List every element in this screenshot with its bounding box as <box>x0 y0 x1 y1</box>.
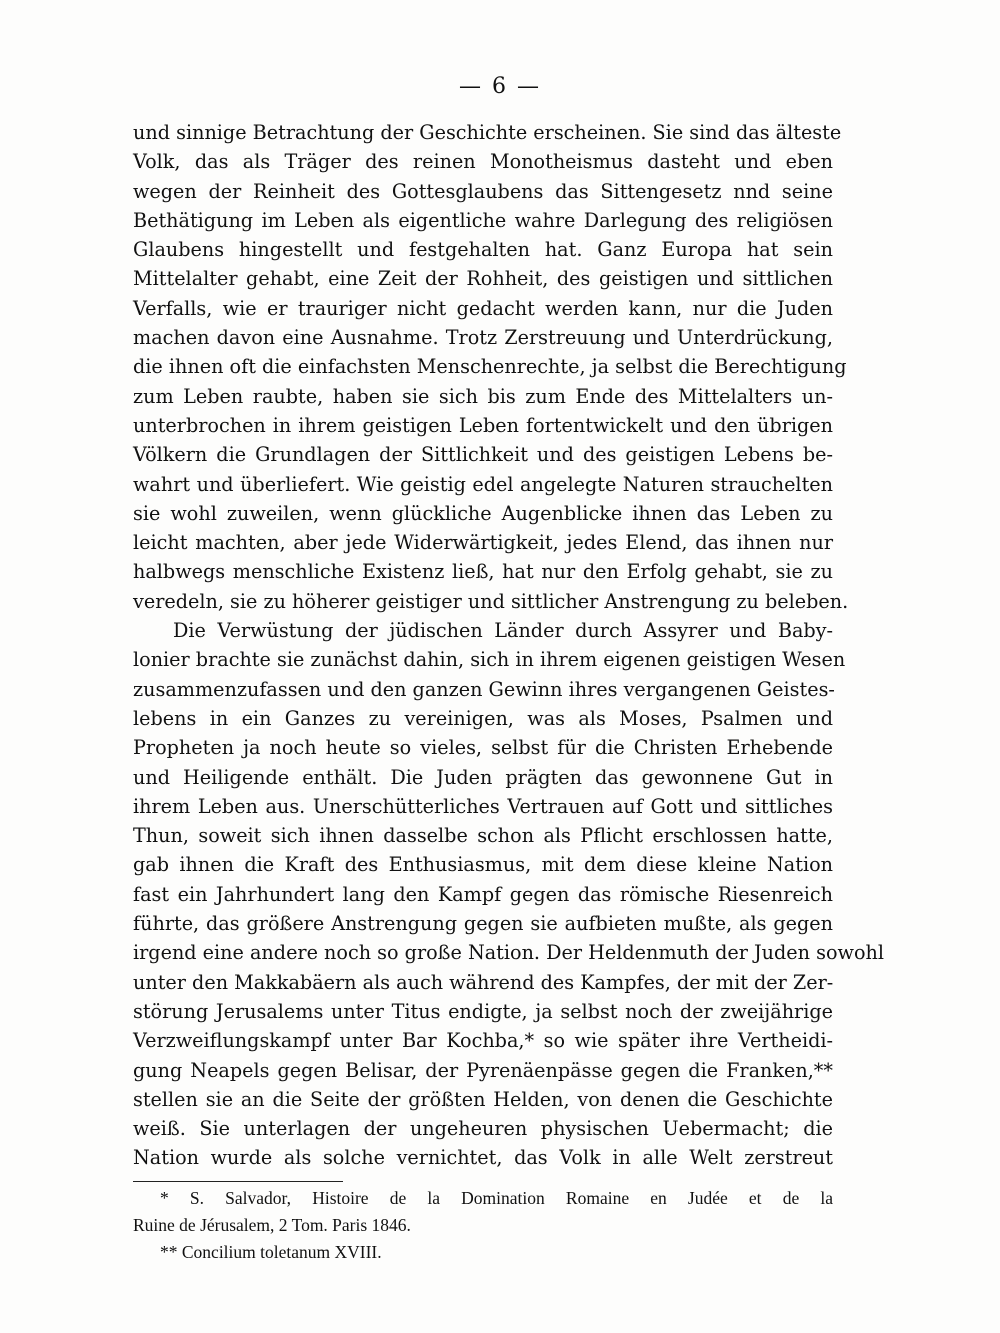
text-line: Glaubens hingestellt und festgehalten hat. Ganz Europa hat sein <box>133 238 833 262</box>
text-line: veredeln, sie zu höherer geistiger und sittlicher Anstrengung zu beleben. <box>133 589 849 613</box>
text-line: machen davon eine Ausnahme. Trotz Zerstreuung und Unterdrückung, <box>133 326 833 350</box>
text-line: ihrem Leben aus. Unerschütterliches Vertrauen auf Gott und sittliches <box>133 794 833 818</box>
text-line: Volk, das als Träger des reinen Monotheismus dasteht und eben <box>133 150 833 174</box>
text-line: weiß. Sie unterlagen der ungeheuren physischen Uebermacht; die <box>133 1117 833 1141</box>
page-number: — 6 — <box>459 74 541 99</box>
text-line: und sinnige Betrachtung der Geschichte erscheinen. Sie sind das älteste <box>133 121 842 144</box>
footnote-line: ** Concilium toletanum XVIII. <box>160 1242 382 1262</box>
footnote-line: Ruine de Jérusalem, 2 Tom. Paris 1846. <box>133 1215 411 1235</box>
body-text <box>133 118 884 1173</box>
text-line: stellen sie an die Seite der größten Helden, von denen die Geschichte <box>133 1087 833 1111</box>
text-line: und Heiligende enthält. Die Juden prägten das gewonnene Gut in <box>133 765 833 789</box>
text-line: irgend eine andere noch so große Nation. Der Heldenmuth der Juden sowohl <box>133 941 884 965</box>
text-line: Die Verwüstung der jüdischen Länder durch Assyrer und Baby- <box>173 619 833 643</box>
text-line: gab ihnen die Kraft des Enthusiasmus, mit dem diese kleine Nation <box>133 853 833 877</box>
text-line: zusammenzufassen und den ganzen Gewinn ihres vergangenen Geistes- <box>133 677 835 701</box>
text-line: Thun, soweit sich ihnen dasselbe schon als Pflicht erschlossen hatte, <box>133 824 833 848</box>
text-line: unterbrochen in ihrem geistigen Leben fortentwickelt und den übrigen <box>133 413 833 437</box>
text-line: unter den Makkabäern als auch während des Kampfes, der mit der Zer- <box>133 970 834 994</box>
text-line: Nation wurde als solche vernichtet, das Volk in alle Welt zerstreut <box>133 1146 833 1170</box>
text-line: fast ein Jahrhundert lang den Kampf gegen das römische Riesenreich <box>133 882 833 906</box>
text-line: lonier brachte sie zunächst dahin, sich in ihrem eigenen geistigen Wesen <box>133 648 846 672</box>
footnotes <box>133 1185 833 1266</box>
text-line: die ihnen oft die einfachsten Menschenrechte, ja selbst die Berechtigung <box>133 355 847 379</box>
text-line: leicht machten, aber jede Widerwärtigkeit, jedes Elend, das ihnen nur <box>133 531 833 555</box>
footnote-line: * S. Salvador, Histoire de la Domination Romaine en Judée et de la <box>160 1188 833 1208</box>
text-line: gung Neapels gegen Belisar, der Pyrenäenpässe gegen die Franken,** <box>133 1058 833 1082</box>
text-line: lebens in ein Ganzes zu vereinigen, was als Moses, Psalmen und <box>133 706 833 730</box>
text-line: sie wohl zuweilen, wenn glückliche Augenblicke ihnen das Leben zu <box>133 501 833 525</box>
text-line: Verzweiflungskampf unter Bar Kochba,* so wie später ihre Vertheidi- <box>133 1029 833 1053</box>
text-line: Propheten ja noch heute so vieles, selbst für die Christen Erhebende <box>133 736 833 760</box>
text-line: führte, das größere Anstrengung gegen sie aufbieten mußte, als gegen <box>133 912 833 936</box>
text-line: wahrt und überliefert. Wie geistig edel angelegte Naturen strauchelten <box>133 472 833 496</box>
text-line: störung Jerusalems unter Titus endigte, ja selbst noch der zweijährige <box>133 999 833 1023</box>
text-line: Verfalls, wie er trauriger nicht gedacht werden kann, nur die Juden <box>133 296 833 320</box>
text-line: Mittelalter gehabt, eine Zeit der Rohheit, des geistigen und sittlichen <box>133 267 833 291</box>
text-line: zum Leben raubte, haben sie sich bis zum Ende des Mittelalters un- <box>133 384 833 408</box>
text-line: halbwegs menschliche Existenz ließ, hat nur den Erfolg gehabt, sie zu <box>133 560 833 584</box>
footnote-divider <box>133 1181 343 1182</box>
text-line: Bethätigung im Leben als eigentliche wahre Darlegung des religiösen <box>133 208 833 232</box>
text-line: wegen der Reinheit des Gottesglaubens das Sittengesetz nnd seine <box>133 179 833 203</box>
text-line: Völkern die Grundlagen der Sittlichkeit und des geistigen Lebens be- <box>133 443 833 467</box>
